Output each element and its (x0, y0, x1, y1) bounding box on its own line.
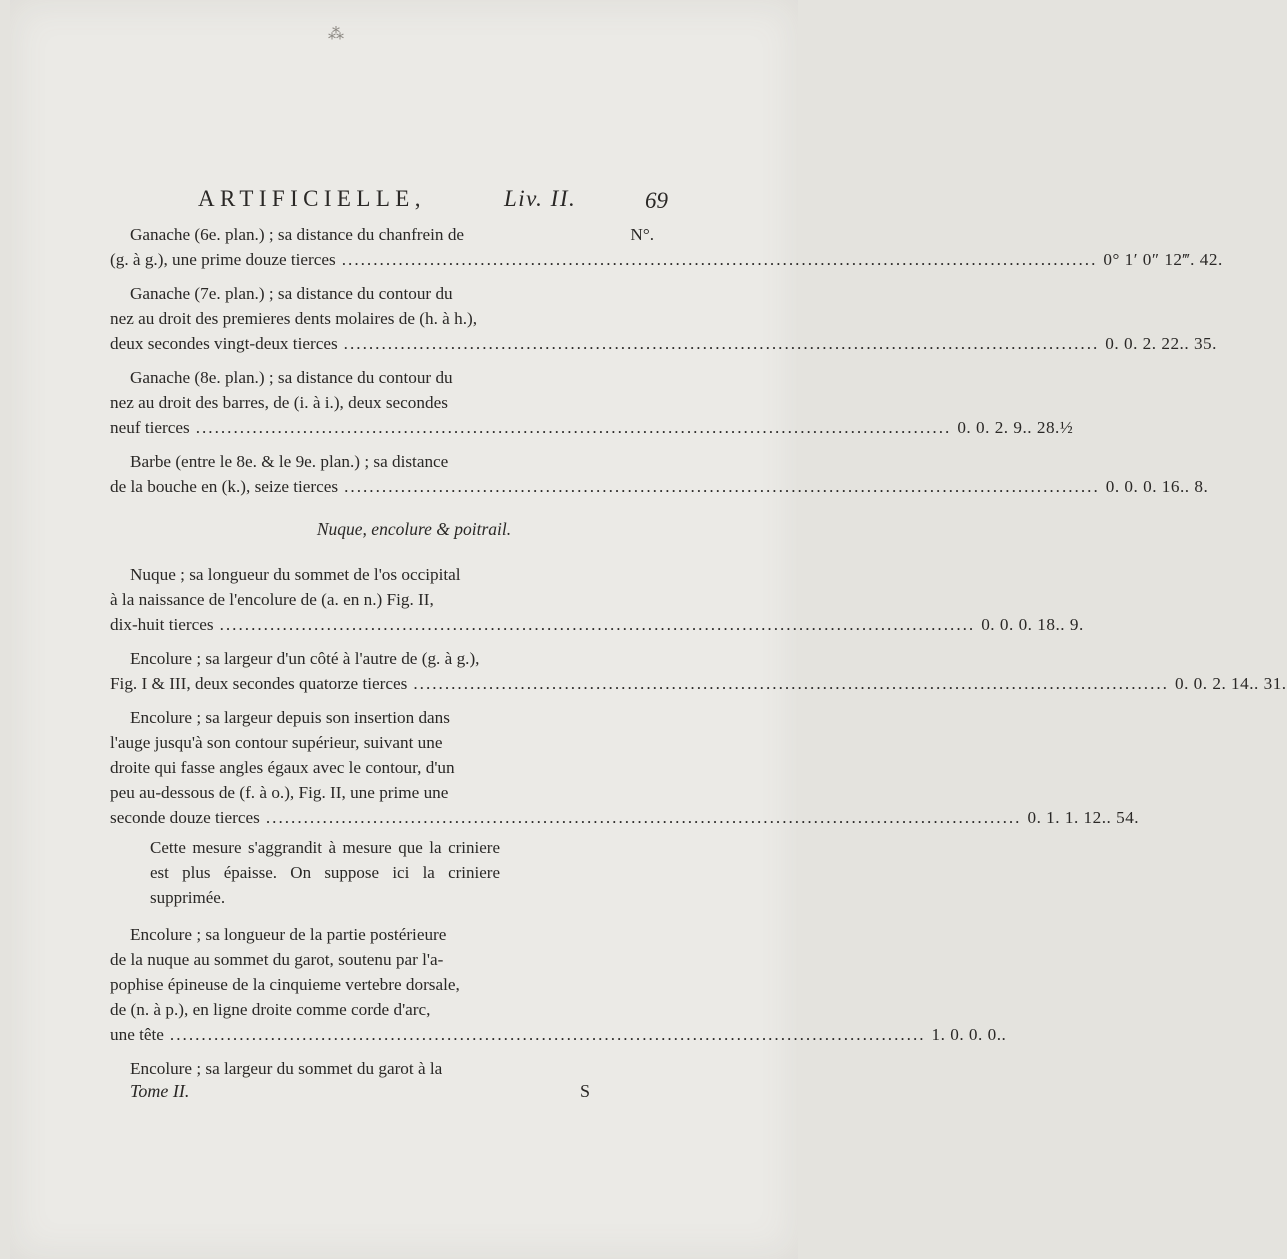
measurement-entry (110, 281, 1217, 356)
measurement-entry (110, 222, 1223, 272)
entry-final-text: (g. à g.), une prime douze tierces (110, 250, 336, 269)
measurement-value: 0. 0. 2. 22.. 35. (1105, 334, 1217, 353)
measurement-value: 0. 0. 0. 18.. 9. (981, 615, 1084, 634)
tome-label: Tome II. (130, 1081, 190, 1101)
dot-leader: ........................................................................................................................ (343, 334, 1100, 353)
measurement-value: 0. 0. 2. 14.. 31. (1174, 674, 1287, 693)
measurement-entry (110, 705, 1140, 830)
entry-final-text: Fig. I & III, deux secondes quatorze tierces (110, 674, 408, 693)
measurement-entry (110, 1056, 658, 1081)
entry-value-line (110, 612, 1084, 637)
entry-text-line: Encolure ; sa largeur depuis son insertion dans (130, 708, 450, 727)
entry-text-line: Ganache (6e. plan.) ; sa distance du chanfrein de (130, 225, 465, 244)
entry-text-line: Encolure ; sa largeur d'un côté à l'autre de (g. à g.), (130, 649, 480, 668)
entry-text-line: pophise épineuse de la cinquieme vertebre dorsale, (110, 975, 460, 994)
book-label: Liv. II. (504, 186, 577, 211)
measurement-entry (110, 922, 1007, 1047)
running-header (198, 186, 668, 220)
section-heading: Nuque, encolure & poitrail. (316, 519, 512, 539)
entry-text-line: Encolure ; sa largeur du sommet du garot à la (130, 1059, 443, 1078)
entry-value-line (110, 247, 1223, 272)
dot-leader: ........................................................................................................................ (265, 808, 1022, 827)
number-column-label: N°. (630, 225, 654, 244)
entry-value-line (110, 671, 1287, 696)
measurement-entry (110, 365, 1074, 440)
measurement-value: 1. 0. 0. 0.. (931, 1025, 1007, 1044)
entry-text-line: Ganache (8e. plan.) ; sa distance du contour du (130, 368, 453, 387)
running-title: ARTIFICIELLE, (198, 186, 426, 211)
dot-leader: ........................................................................................................................ (344, 477, 1100, 496)
entry-text-line: l'auge jusqu'à son contour supérieur, suivant une (110, 733, 443, 752)
entry-text-line: à la naissance de l'encolure de (a. en n.) Fig. II, (110, 590, 434, 609)
page-number: 69 (645, 188, 668, 213)
measurement-entry (110, 646, 1287, 696)
entry-value-line (110, 331, 1217, 356)
dot-leader: ........................................................................................................................ (219, 615, 976, 634)
entry-text-line: Ganache (7e. plan.) ; sa distance du contour du (130, 284, 453, 303)
entry-final-text: une tête (110, 1025, 164, 1044)
measurement-value: 0. 0. 2. 9.. 28.½ (957, 418, 1074, 437)
entry-final-text: dix-huit tierces (110, 615, 214, 634)
signature-mark: S (579, 1081, 590, 1101)
entry-text-line: de (n. à p.), en ligne droite comme corde d'arc, (110, 1000, 431, 1019)
entries-group-neck-continued (110, 922, 1007, 1081)
entry-text-line: Barbe (entre le 8e. & le 9e. plan.) ; sa distance (130, 452, 449, 471)
measurement-value: 0. 1. 1. 12.. 54. (1027, 808, 1140, 827)
measurement-value: 0° 1′ 0″ 12‴. 42. (1103, 250, 1223, 269)
entry-final-text: neuf tierces (110, 418, 190, 437)
entry-value-line (110, 1022, 1007, 1047)
entry-value-line (110, 415, 1074, 440)
entry-text-line: nez au droit des barres, de (i. à i.), deux secondes (110, 393, 448, 412)
dot-leader: ........................................................................................................................ (341, 250, 1098, 269)
entry-value-line (110, 474, 1209, 499)
page-body (110, 222, 1287, 1090)
dot-leader: ........................................................................................................................ (413, 674, 1169, 693)
entry-text-line: Nuque ; sa longueur du sommet de l'os occipital (130, 565, 461, 584)
entry-value-line (110, 805, 1140, 830)
note-paragraph: Cette mesure s'aggrandit à mesure que la criniere est plus épaisse. On suppose ici la criniere supprimée. (150, 838, 500, 907)
entries-group-head (110, 222, 1223, 499)
measurement-entry (110, 562, 1084, 637)
entry-text-line: peu au-dessous de (f. à o.), Fig. II, une prime une (110, 783, 449, 802)
entry-text-line: de la nuque au sommet du garot, soutenu par l'a- (110, 950, 444, 969)
measurement-value: 0. 0. 0. 16.. 8. (1105, 477, 1209, 496)
dot-leader: ........................................................................................................................ (169, 1025, 926, 1044)
entries-group-neck (110, 562, 1287, 830)
entry-final-text: deux secondes vingt-deux tierces (110, 334, 338, 353)
printer-ornament: ⁂ (328, 26, 346, 43)
entry-text-line: droite qui fasse angles égaux avec le contour, d'un (110, 758, 455, 777)
entry-text-line: Encolure ; sa longueur de la partie postérieure (130, 925, 447, 944)
measurement-entry (110, 449, 1209, 499)
entry-final-text: de la bouche en (k.), seize tierces (110, 477, 339, 496)
entry-text-line: nez au droit des premieres dents molaires de (h. à h.), (110, 309, 478, 328)
page-footer (130, 1081, 590, 1109)
dot-leader: ........................................................................................................................ (195, 418, 952, 437)
entry-final-text: seconde douze tierces (110, 808, 260, 827)
